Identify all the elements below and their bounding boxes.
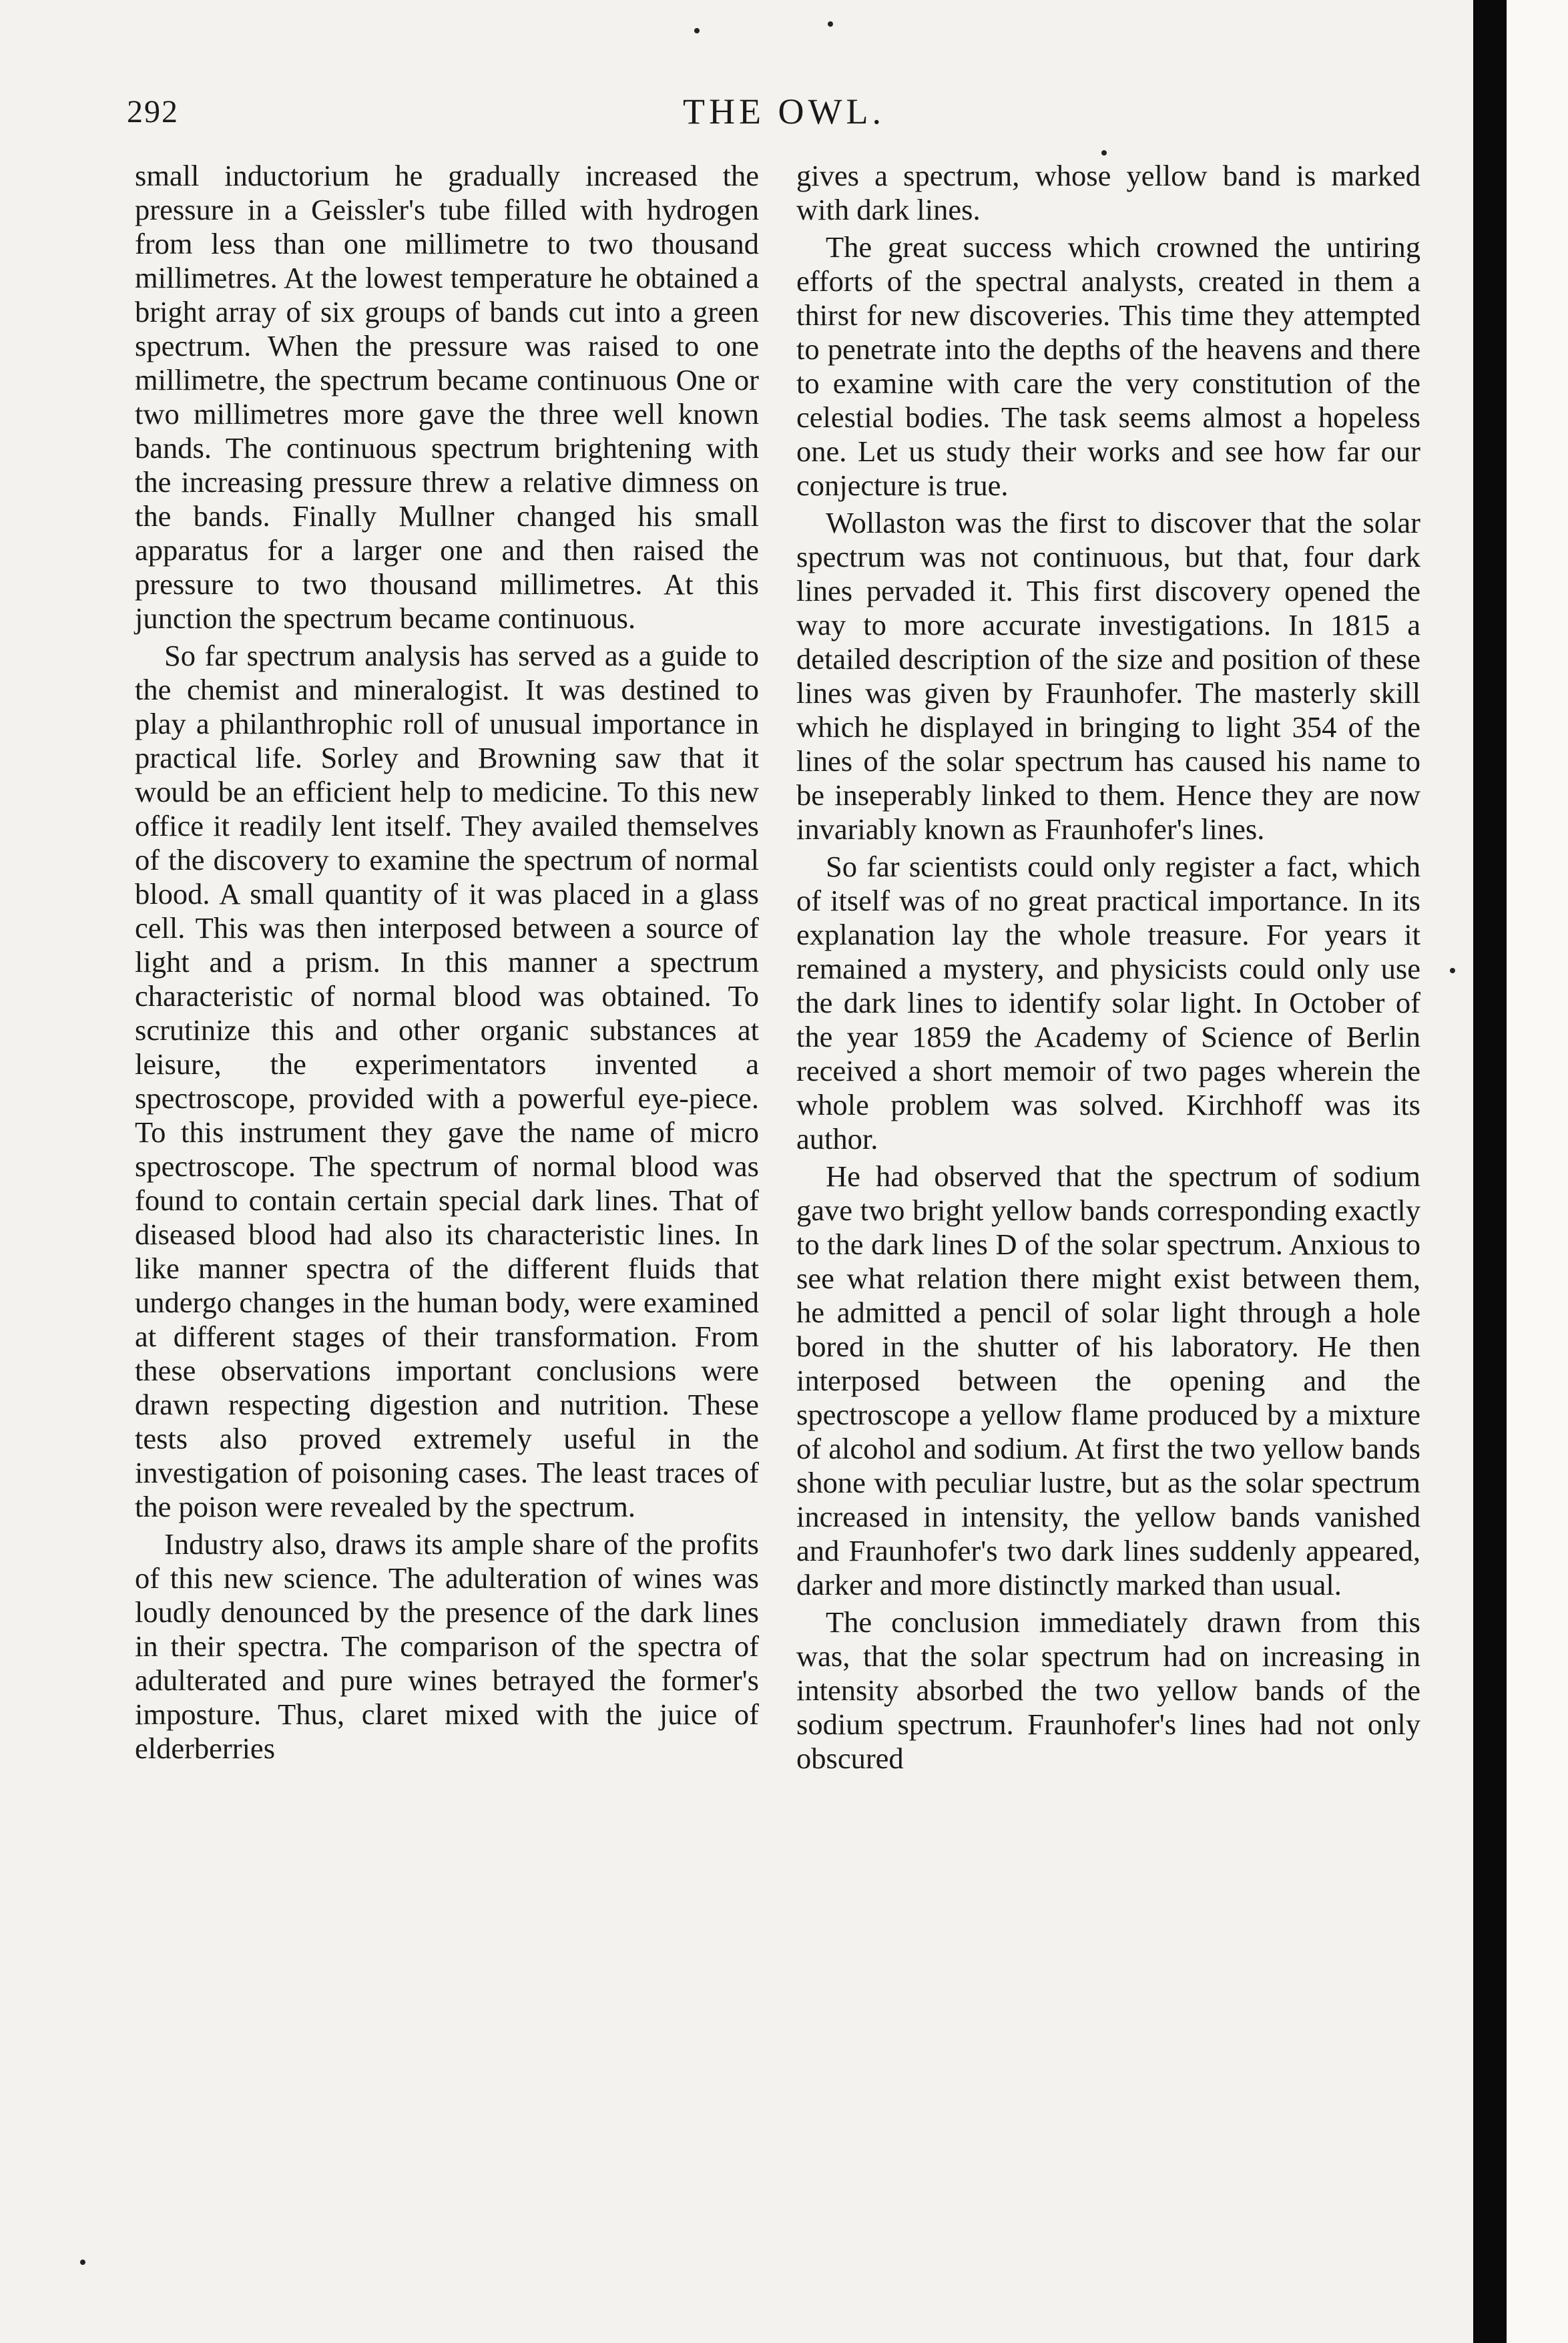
scan-speck: [1101, 150, 1107, 156]
paragraph: He had observed that the spectrum of sodium gave two bright yellow bands corresponding exactly to the dark lines D of the solar spectrum. Anxious to see what relation there might exist between them, he admitted a pencil of solar light through a hole bored in the shutter of his laboratory. He then interposed between the opening and the spectroscope a yellow flame produced by a mixture of alcohol and sodium. At first the two yellow bands shone with peculiar lustre, but as the solar spectrum increased in intensity, the yellow bands vanished and Fraunhofer's two dark lines suddenly appeared, darker and more distinctly marked than usual.: [796, 1159, 1420, 1601]
scan-margin: [1507, 0, 1568, 2343]
scan-speck: [694, 28, 700, 33]
running-head: THE OWL.: [683, 91, 885, 132]
paragraph: small inductorium he gradually increased the pressure in a Geissler's tube filled with hydrogen from less than one millimetre to two thousand millimetres. At the lowest temperature he obtained a bright array of six groups of bands cut into a green spectrum. When the pressure was raised to one millimetre, the spectrum became continuous One or two millimetres more gave the three well known bands. The continuous spectrum brightening with the increasing pressure threw a relative dimness on the bands. Finally Mullner changed his small apparatus for a larger one and then raised the pressure to two thousand millimetres. At this junction the spectrum became continuous.: [135, 159, 759, 635]
paragraph: Wollaston was the first to discover that the solar spectrum was not continuous, but that, four dark lines pervaded it. This first discovery opened the way to more accurate investigations. In 1815 a detailed description of the size and position of these lines was given by Fraunhofer. The masterly skill which he displayed in bringing to light 354 of the lines of the solar spectrum has caused his name to be inseperably linked to them. Hence they are now invariably known as Fraunhofer's lines.: [796, 506, 1420, 846]
scan-speck: [828, 21, 833, 27]
paragraph: Industry also, draws its ample share of the profits of this new science. The adulteration of wines was loudly denounced by the presence of the dark lines in their spectra. The comparison of the spectra of adulterated and pure wines betrayed the former's imposture. Thus, claret mixed with the juice of elderberries: [135, 1527, 759, 1765]
right-column: [796, 159, 1420, 1779]
paragraph: The great success which crowned the untiring efforts of the spectral analysts, created in them a thirst for new discoveries. This time they attempted to penetrate into the depths of the heavens and there to examine with care the very constitution of the celestial bodies. The task seems almost a hopeless one. Let us study their works and see how far our conjecture is true.: [796, 230, 1420, 502]
left-column: [135, 159, 759, 1769]
scan-binding-edge: [1473, 0, 1507, 2343]
paragraph: So far spectrum analysis has served as a guide to the chemist and mineralogist. It was destined to play a philanthrophic roll of unusual importance in practical life. Sorley and Browning saw that it would be an efficient help to medicine. To this new office it readily lent itself. They availed themselves of the discovery to examine the spectrum of normal blood. A small quantity of it was placed in a glass cell. This was then interposed between a source of light and a prism. In this manner a spectrum characteristic of normal blood was obtained. To scrutinize this and other organic substances at leisure, the experimentators invented a spectroscope, provided with a powerful eye-piece. To this instrument they gave the name of micro spectroscope. The spectrum of normal blood was found to contain certain special dark lines. That of diseased blood had also its characteristic lines. In like manner spectra of the different fluids that undergo changes in the human body, were examined at different stages of their transformation. From these observations important conclusions were drawn respecting digestion and nutrition. These tests also proved extremely useful in the investigation of poisoning cases. The least traces of the poison were revealed by the spectrum.: [135, 639, 759, 1523]
scan-speck: [80, 2260, 85, 2265]
paragraph: gives a spectrum, whose yellow band is marked with dark lines.: [796, 159, 1420, 226]
paragraph: So far scientists could only register a fact, which of itself was of no great practical importance. In its explanation lay the whole treasure. For years it remained a mystery, and physicists could only use the dark lines to identify solar light. In October of the year 1859 the Academy of Science of Berlin received a short memoir of two pages wherein the whole problem was solved. Kirchhoff was its author.: [796, 850, 1420, 1155]
scan-speck: [1450, 968, 1455, 973]
page-number: 292: [127, 94, 179, 129]
paragraph: The conclusion immediately drawn from this was, that the solar spectrum had on increasing in intensity absorbed the two yellow bands of the sodium spectrum. Fraunhofer's lines had not only obscured: [796, 1605, 1420, 1775]
